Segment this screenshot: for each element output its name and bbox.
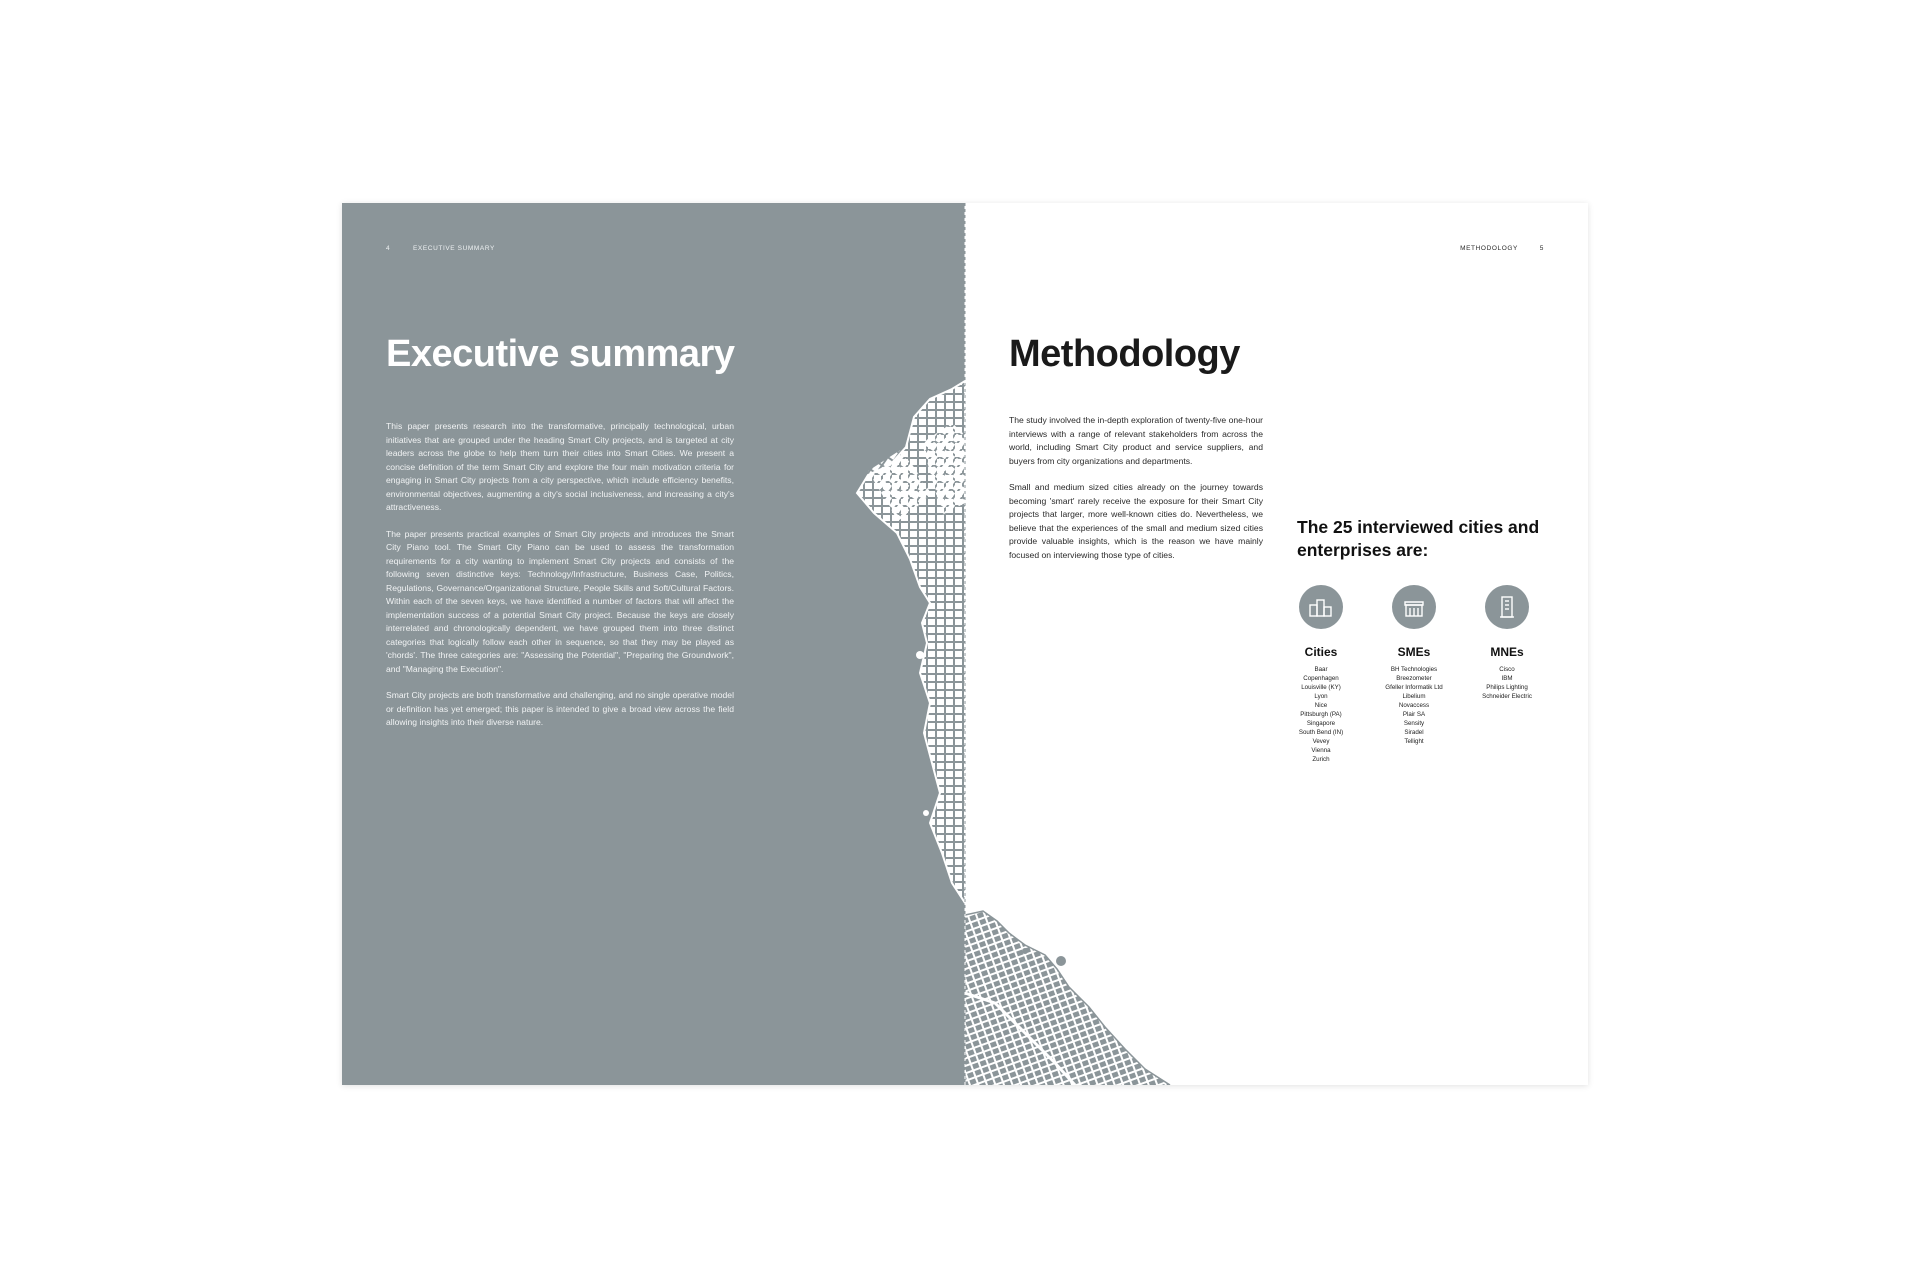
mnes-column (1460, 585, 1554, 701)
list-item: Vienna (1311, 747, 1331, 754)
list-item: Siradel (1404, 729, 1424, 736)
list-item: Cisco (1499, 666, 1515, 673)
left-page-number: 4 (386, 245, 391, 252)
page-title-executive-summary: Executive summary (386, 333, 735, 375)
body-paragraph: The study involved the in-depth exploration of twenty-five one-hour interviews with a range of relevant stakeholders from across the world, including Smart City product and service suppliers, and buyers from city organizations and departments. (1009, 415, 1263, 466)
list-item: Sensity (1403, 720, 1425, 727)
list-item: Breezometer (1396, 675, 1432, 682)
list-item: Gfeller Informatik Ltd (1385, 684, 1443, 691)
list-item: Schneider Electric (1482, 693, 1532, 700)
list-item: Singapore (1306, 720, 1336, 727)
list-item: Pittsburgh (PA) (1300, 711, 1342, 718)
page-title-methodology: Methodology (1009, 333, 1240, 375)
list-item: Baar (1314, 666, 1328, 673)
list-item: IBM (1501, 675, 1513, 682)
list-item: Louisville (KY) (1301, 684, 1341, 691)
mnes-title: MNEs (1490, 645, 1524, 659)
list-item: Plair SA (1402, 711, 1426, 718)
left-page (342, 203, 965, 1085)
body-paragraph: The paper presents practical examples of Smart City projects and introduces the Smart City Piano tool. The Smart City Piano can be used to assess the transformation requirements for a city wanting to implement Smart City projects and consists of the following seven distinctive keys: Technology/Infrastructure, Business Case, Politics, Regulations, Governance/Organizational Structure, People Skills and Soft/Cultural Factors. Within each of the seven keys, we have identified a number of factors that will affect the implementation success of a potential Smart City project. Because the keys are closely interrelated and chronologically dependent, we have grouped them into three distinct categories that logically follow each other in sequence, so that they may be played as 'chords'. The three categories are: "Assessing the Potential", "Preparing the Groundwork", and "Managing the Execution". (386, 528, 734, 674)
executive-summary-body (386, 420, 734, 743)
smes-title: SMEs (1397, 645, 1431, 659)
list-item: Nice (1314, 702, 1328, 709)
mnes-list (1460, 665, 1554, 701)
right-page-number: 5 (1539, 245, 1544, 252)
list-item: Copenhagen (1303, 675, 1339, 682)
skyscraper-icon (1485, 585, 1529, 629)
list-item: South Bend (IN) (1298, 729, 1344, 736)
shop-icon (1392, 585, 1436, 629)
list-item: BH Technologies (1390, 666, 1438, 673)
right-running-head: METHODOLOGY (1460, 245, 1518, 252)
list-item: Vevey (1312, 738, 1330, 745)
interviewees-heading: The 25 interviewed cities and enterprises are: (1297, 517, 1540, 560)
list-item: Philips Lighting (1486, 684, 1528, 691)
city-map-illustration-right (965, 203, 1185, 1085)
list-item: Tellight (1404, 738, 1424, 745)
body-paragraph: Small and medium sized cities already on the journey towards becoming 'smart' rarely receive the exposure for their Smart City projects that larger, more well-known cities do. Nevertheless, we believe that the experiences of the small and medium sized cities provide valuable insights, which is the reason we have mainly focused on interviewing those type of cities. (1009, 482, 1263, 560)
list-item: Libelium (1402, 693, 1426, 700)
cities-column (1274, 585, 1368, 764)
list-item: Lyon (1314, 693, 1328, 700)
spine-fold (964, 203, 966, 1085)
right-page (965, 203, 1588, 1085)
body-paragraph: Smart City projects are both transformative and challenging, and no single operative model or definition has yet emerged; this paper is intended to give a broad view across the field allowing insights into their diverse nature. (386, 690, 734, 727)
smes-column (1367, 585, 1461, 746)
left-running-head: EXECUTIVE SUMMARY (413, 245, 495, 252)
list-item: Zurich (1312, 756, 1330, 763)
city-map-illustration-left (802, 203, 965, 1085)
list-item: Novaccess (1398, 702, 1430, 709)
smes-list (1367, 665, 1461, 746)
body-paragraph: This paper presents research into the transformative, principally technological, urban initiatives that are grouped under the heading Smart City projects, and is targeted at city leaders across the globe to help them turn their cities into Smart Cities. We present a concise definition of the term Smart City and explore the four main motivation criteria for engaging in Smart City projects from a city perspective, which include efficiency benefits, environmental objectives, augmenting a city's social inclusiveness, and increasing a city's attractiveness. (386, 421, 734, 512)
brochure-spread (342, 203, 1588, 1085)
buildings-icon (1299, 585, 1343, 629)
cities-title: Cities (1304, 645, 1338, 659)
cities-list (1274, 665, 1368, 764)
